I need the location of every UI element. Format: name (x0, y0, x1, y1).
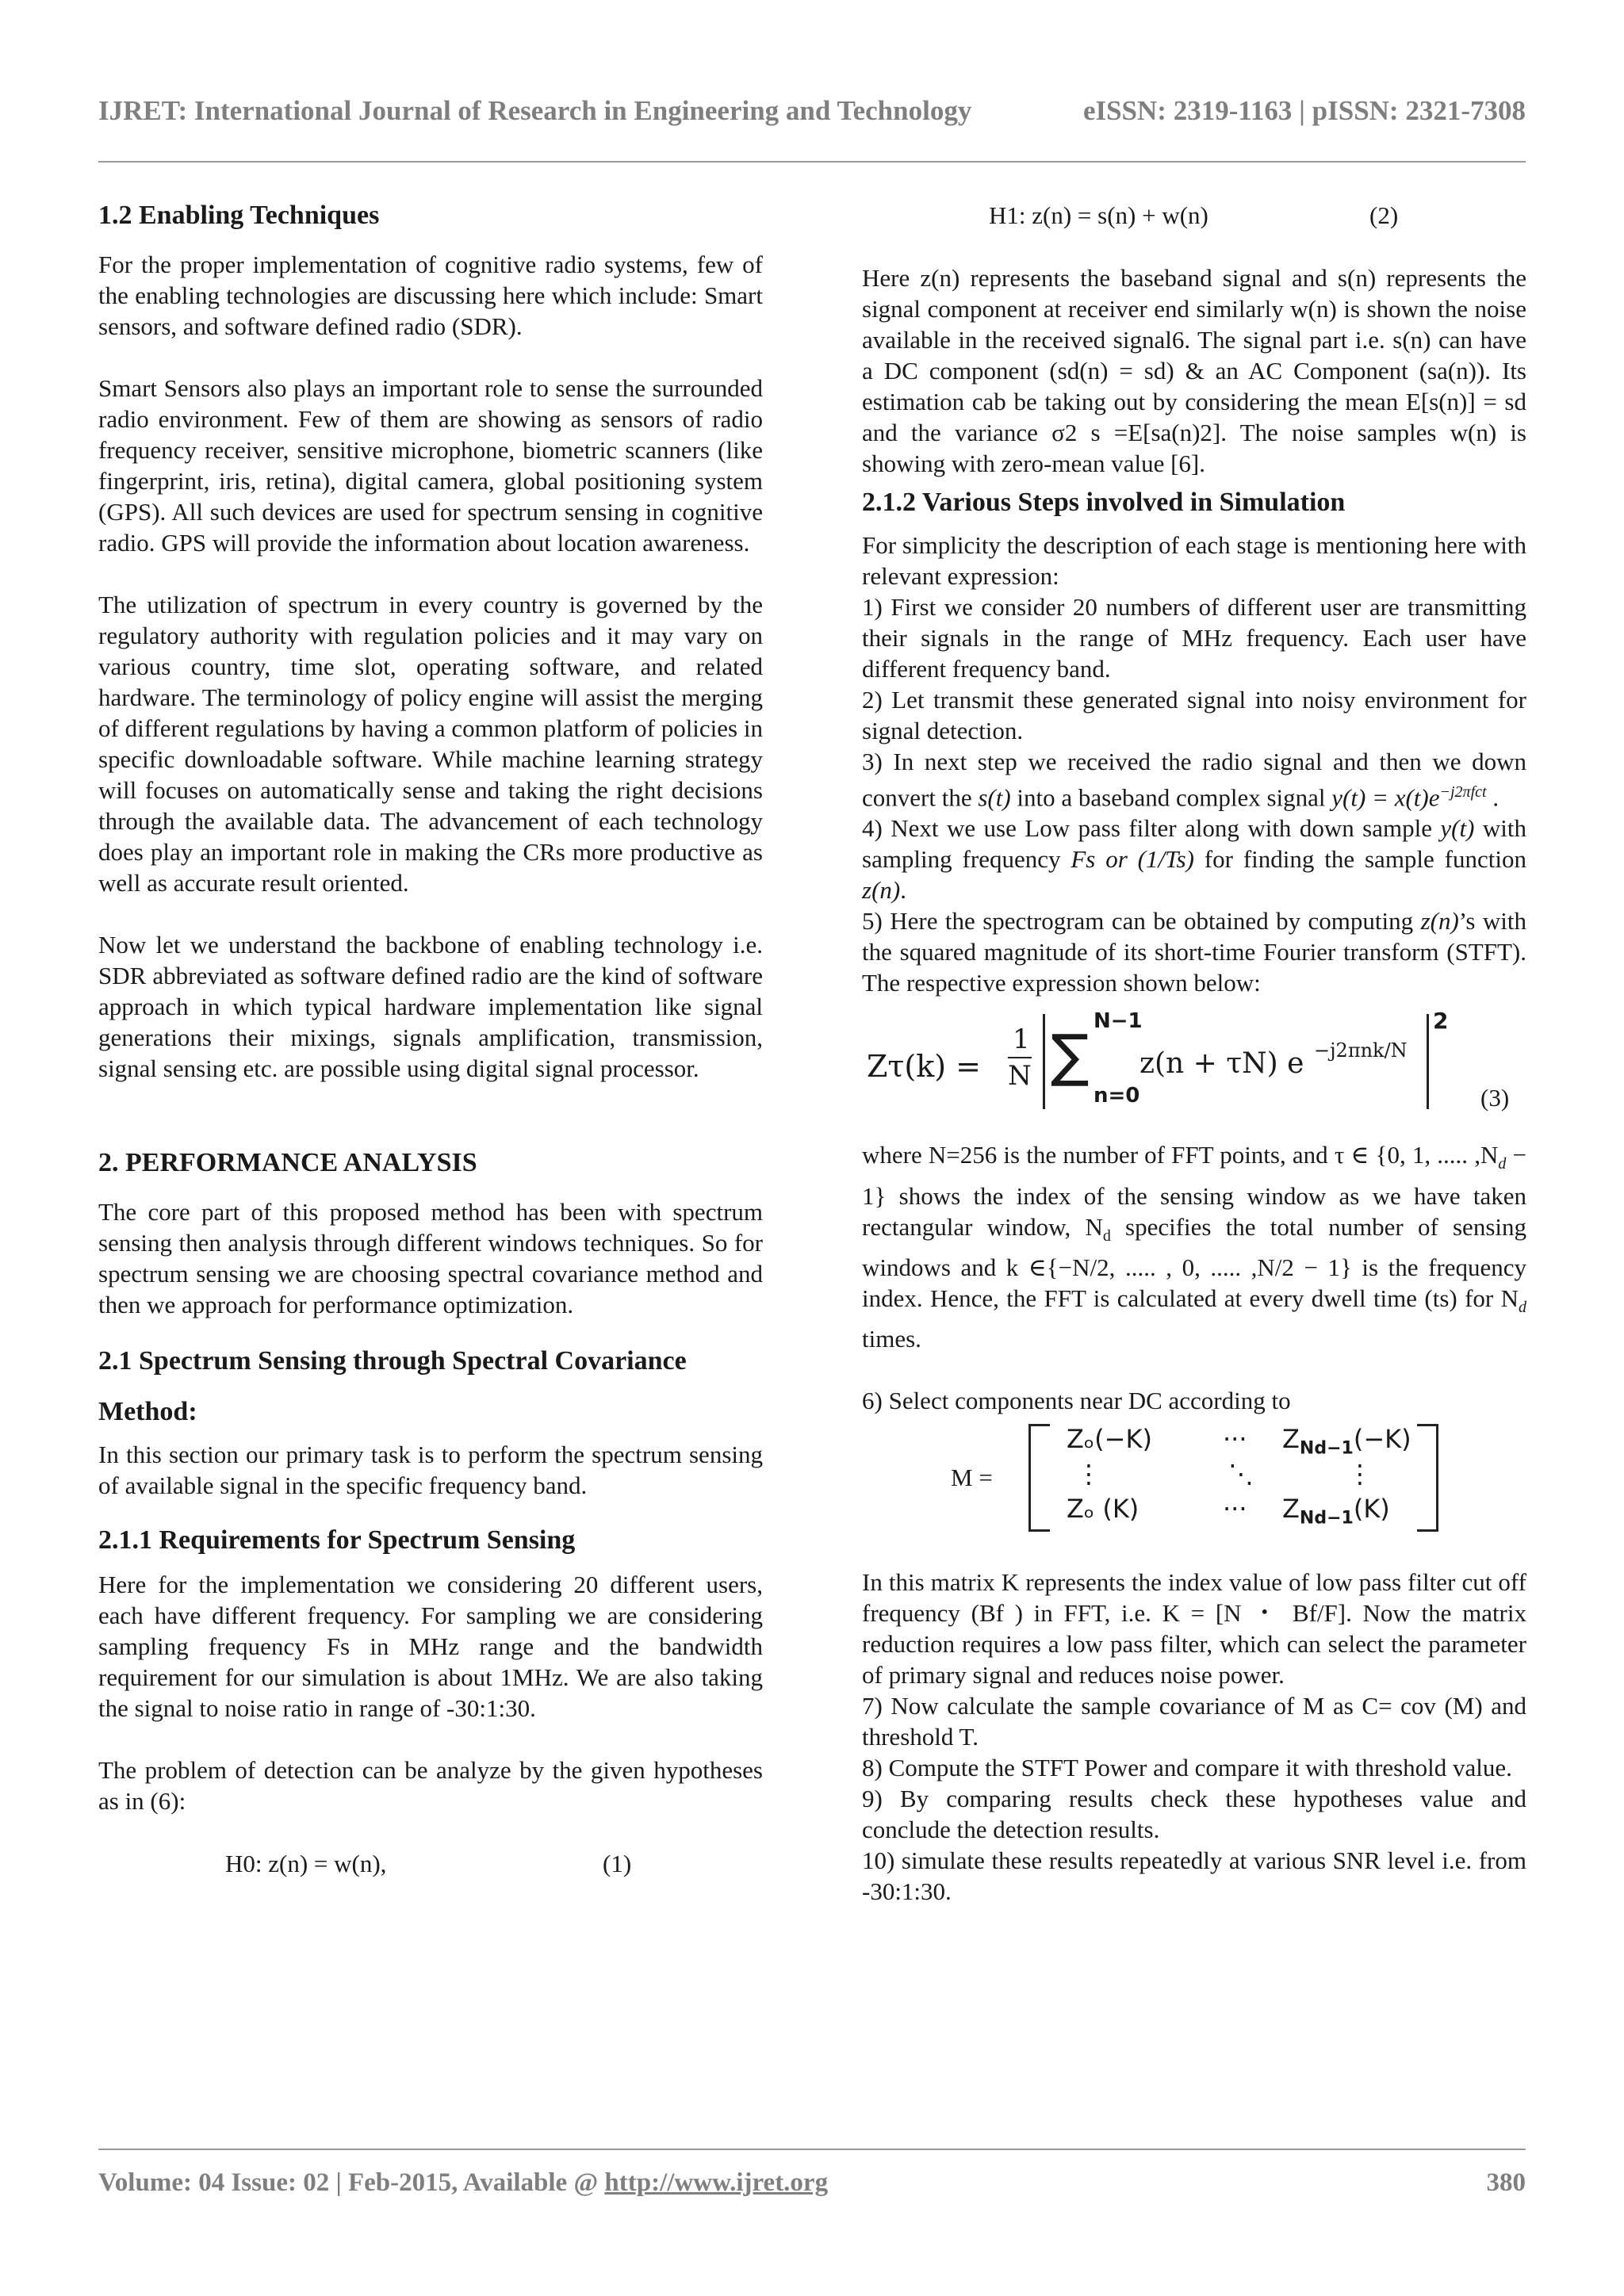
formula-lhs: Zτ(k) = (867, 1049, 982, 1085)
paragraph: where N=256 is the number of FFT points, and τ ∈ {0, 1, ..... $,N_d - 1$} shows the index of the sensing window as we have taken rectangular window, $N_d$ specifies the total number of sensing windows and k ∈{−N/2, ..... , 0, ..... ,N/2 − 1} is the frequency index. Hence, the FFT is calculated at every dwell time (ts) for $N_d$ times. (862, 1141, 1526, 1353)
matrix-cell: Zₒ (K) (1067, 1493, 1139, 1524)
section-heading: 2.1.1 Requirements for Spectrum Sensing (98, 1525, 576, 1555)
paragraph: The core part of this proposed method has been with spectrum sensing then analysis through different windows techniques. So for spectrum sensing we are choosing spectral covariance method and then we approach for performance optimization. (98, 1198, 763, 1318)
step-5: 5) Here the spectrogram can be obtained by computing z(n)’s with the squared magnitude of its short-time Fourier transform (STFT). The respective expression shown below: (862, 907, 1526, 997)
left-column (98, 198, 763, 1879)
matrix-m (862, 1424, 1526, 1543)
fraction-denominator: N (1008, 1060, 1032, 1093)
paragraph: For the proper implementation of cognitive radio systems, few of the enabling technologies are discussing here which include: Smart sensors, and software defined radio (SDR). (98, 251, 763, 340)
equation-text: H0: z(n) = w(n), (225, 1850, 387, 1877)
matrix-cell: ··· (1223, 1493, 1247, 1524)
page-number: 380 (1486, 2168, 1526, 2197)
section-heading: 2.1 Spectrum Sensing through Spectral Covariance (98, 1346, 687, 1376)
formula-body: z(n + τN) e (1139, 1047, 1304, 1081)
stft-formula (862, 1008, 1526, 1127)
paragraph: Here for the implementation we considering 20 different users, each have different frequency. For sampling we are considering sampling frequency Fs in MHz range and the bandwidth requirement for our simulation is about 1MHz. We are also taking the signal to noise ratio in range of -30:1:30. (98, 1571, 763, 1722)
matrix-cell: ··· (1223, 1423, 1247, 1454)
section-heading: 2. PERFORMANCE ANALYSIS (98, 1148, 477, 1177)
paragraph: Smart Sensors also plays an important role to sense the surrounded radio environment. Few of them are showing as sensors of radio frequency receiver, sensitive microphone, biometric scanners (like fingerprint, iris, retina), digital camera, global positioning system (GPS). All such devices are used for spectrum sensing in cognitive radio. GPS will provide the information about location awareness. (98, 374, 763, 557)
sum-upper: N−1 (1094, 1009, 1143, 1034)
section-heading: 1.2 Enabling Techniques (98, 201, 380, 230)
paragraph: Now let we understand the backbone of enabling technology i.e. SDR abbreviated as software defined radio are the kind of software approach in which typical hardware implementation like signal generations their mixings, signals amplification, transmission, signal sensing etc. are possible using digital signal processor. (98, 931, 763, 1082)
formula-exponent: −j2πnk/N (1314, 1039, 1408, 1062)
footer-rule (98, 2149, 1526, 2150)
page-header (98, 95, 1526, 135)
matrix-cell: ⋱ (1228, 1458, 1254, 1489)
section-heading: 2.1.2 Various Steps involved in Simulation (862, 488, 1346, 517)
step-10: 10) simulate these results repeatedly at various SNR level i.e. from -30:1:30. (862, 1846, 1526, 1905)
matrix-cell: ⋮ (1347, 1458, 1373, 1489)
matrix-cell: $Z_{Nd-1}(-K)$ (1282, 1423, 1411, 1459)
equation-number: (1) (603, 1850, 632, 1877)
issn: eISSN: 2319-1163 | pISSN: 2321-7308 (1082, 95, 1526, 126)
page-footer (98, 2168, 1526, 2208)
fraction-numerator: 1 (1013, 1024, 1030, 1056)
step-8: 8) Compute the STFT Power and compare it with threshold value. (862, 1753, 1512, 1781)
matrix-cell: ⋮ (1076, 1458, 1101, 1489)
paragraph: In this section our primary task is to perform the spectrum sensing of available signal in the specific frequency band. (98, 1441, 763, 1499)
matrix-bracket-left (1028, 1424, 1050, 1532)
volume-info: Volume: 04 Issue: 02 | Feb-2015, Available @ http://www.ijret.org (98, 2168, 829, 2197)
header-rule (98, 161, 1526, 163)
paragraph: In this matrix K represents the index value of low pass filter cut off frequency (Bf ) in FFT, i.e. K = [N ・ Bf/F]. Now the matrix reduction requires a low pass filter, which can select the parameter of primary signal and reduces noise power. (862, 1567, 1526, 1689)
abs-bar-left (1043, 1014, 1045, 1109)
step-7: 7) Now calculate the sample covariance of M as C= cov (M) and threshold T. (862, 1691, 1526, 1751)
equation-2 (862, 200, 1526, 231)
matrix-cell: $Z_{Nd-1}(K)$ (1282, 1493, 1390, 1529)
step-6: 6) Select components near DC according to (862, 1386, 1291, 1414)
journal-link[interactable]: http://www.ijret.org (604, 2168, 829, 2197)
equation-number: (2) (1369, 201, 1399, 229)
step-4: 4) Next we use Low pass filter along with down sample y(t) with sampling frequency Fs or (1/Ts) for finding the sample function z(n). (862, 814, 1526, 905)
matrix-cell: Zₒ(−K) (1067, 1423, 1152, 1454)
step-1: 1) First we consider 20 numbers of different user are transmitting their signals in the range of MHz frequency. Each user have different frequency band. (862, 593, 1526, 683)
right-column (862, 200, 1526, 1907)
journal-title: IJRET: International Journal of Research in Engineering and Technology (98, 95, 972, 126)
sum-sign: ∑ (1051, 1022, 1090, 1089)
step-9: 9) By comparing results check these hypotheses value and conclude the detection results. (862, 1784, 1526, 1843)
sum-lower: n=0 (1094, 1084, 1140, 1108)
equation-number: (3) (1480, 1084, 1510, 1112)
formula-square: 2 (1433, 1008, 1449, 1035)
paragraph: Here z(n) represents the baseband signal and s(n) represents the signal component at receiver end similarly w(n) is shown the noise available in the received signal6. The signal part i.e. s(n) can have a DC component (sd(n) = sd) & an AC Component (sa(n)). Its estimation cab be taking out by considering the mean E[s(n)] = sd and the variance σ2 s =E[sa(n)2]. The noise samples w(n) is showing with zero-mean value [6]. (862, 264, 1526, 477)
matrix-bracket-right (1417, 1424, 1438, 1532)
paragraph: For simplicity the description of each stage is mentioning here with relevant expression: (862, 531, 1526, 590)
equation-1 (98, 1848, 763, 1879)
step-3: 3) In next step we received the radio signal and then we down convert the s(t) into a baseband complex signal $y(t) = x(t)e^{-j2\pi fct}$ . (862, 748, 1526, 812)
paragraph: The utilization of spectrum in every country is governed by the regulatory authority with regulation policies and it may vary on various country, time slot, operating software, and related hardware. The terminology of policy engine will assist the merging of different regulations by having a common platform of policies in specific downloadable software. While machine learning strategy will focuses on automatically sense and taking the right decisions through the available data. The advancement of each technology does play an important role in making the CRs more productive as well as accurate result oriented. (98, 591, 763, 897)
abs-bar-right (1427, 1014, 1429, 1109)
matrix-label: M = (951, 1463, 993, 1491)
fraction-bar (1008, 1057, 1032, 1058)
paragraph: The problem of detection can be analyze by the given hypotheses as in (6): (98, 1756, 763, 1815)
step-2: 2) Let transmit these generated signal into noisy environment for signal detection. (862, 686, 1526, 744)
equation-text: H1: z(n) = s(n) + w(n) (989, 201, 1208, 229)
section-heading: Method: (98, 1397, 197, 1426)
